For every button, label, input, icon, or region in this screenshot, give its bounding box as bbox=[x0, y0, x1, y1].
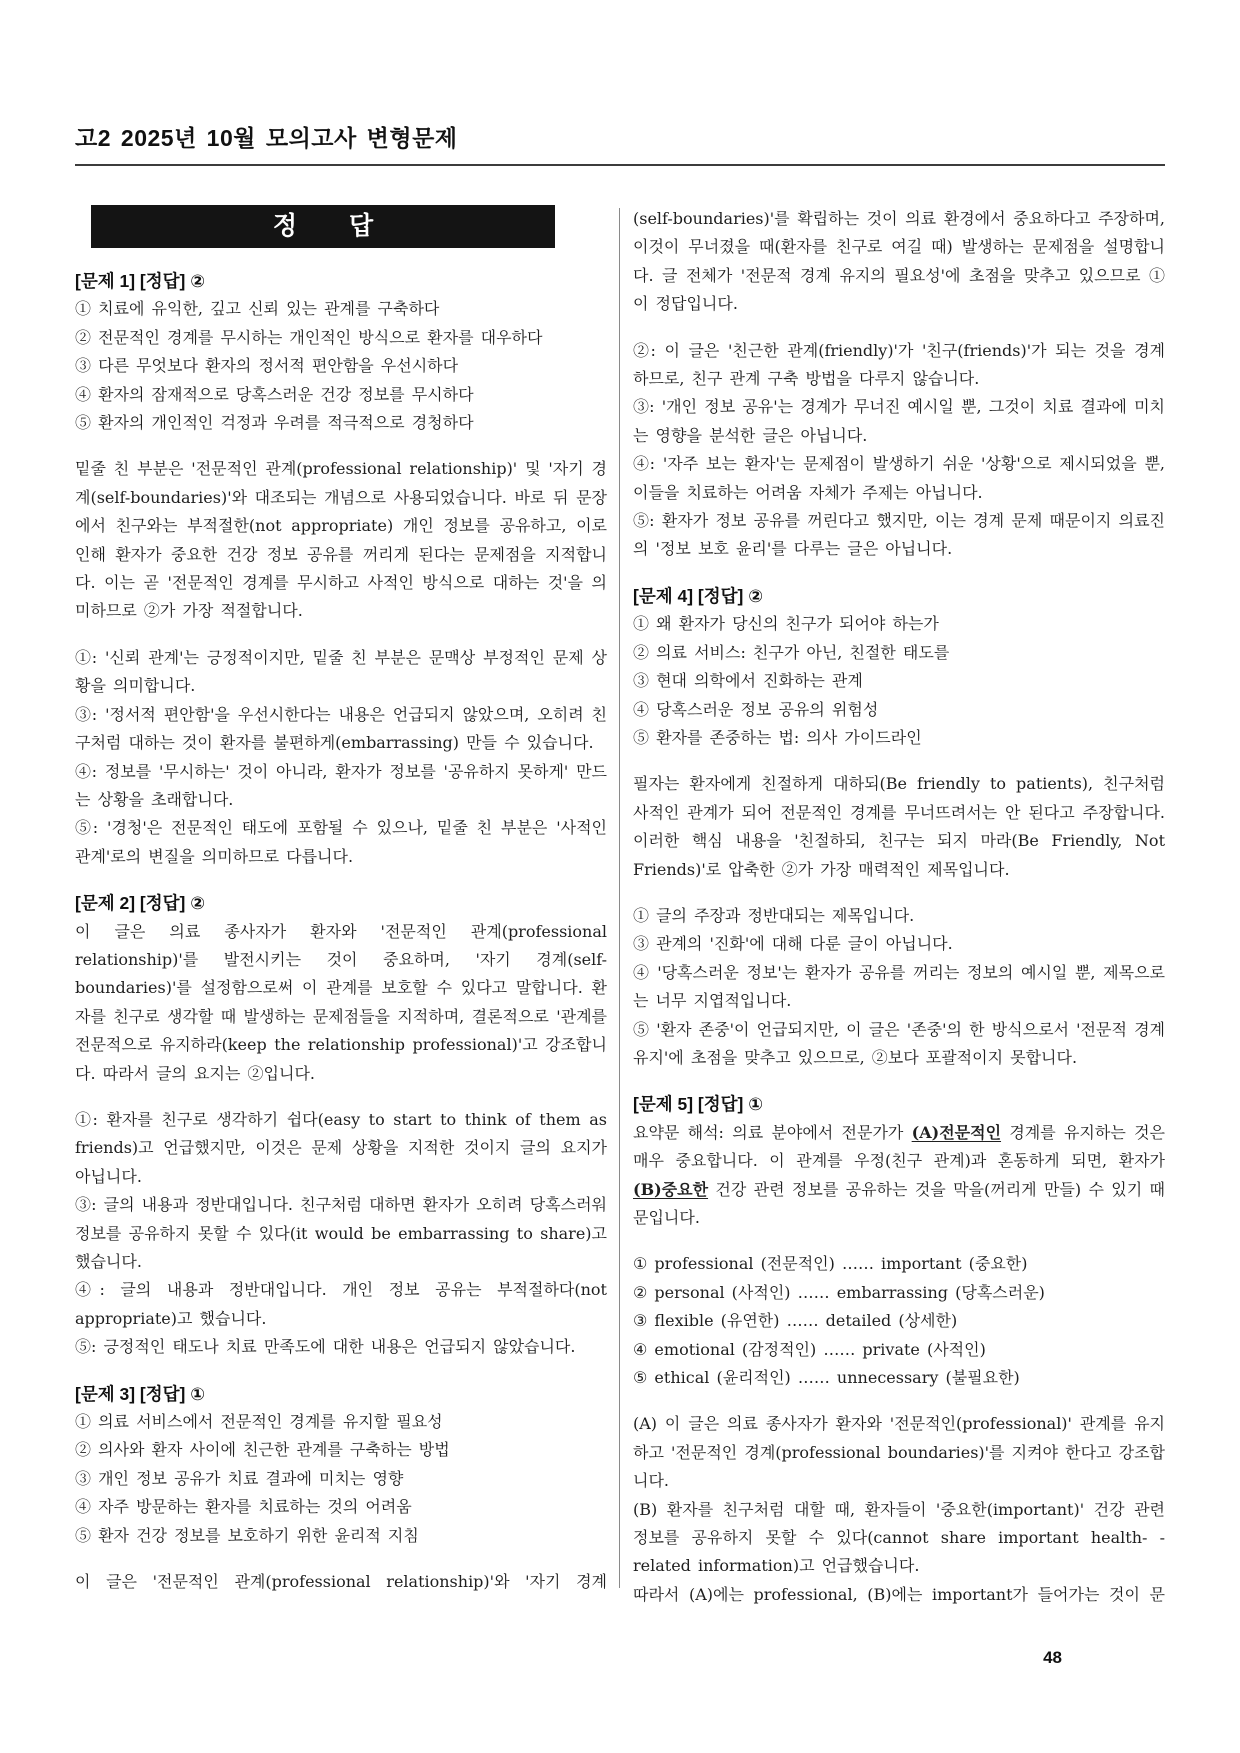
paragraph-gap bbox=[75, 626, 607, 644]
explanation-paragraph: ⑤ '환자 존중'이 언급되지만, 이 글은 '존중'의 한 방식으로서 '전문적 경계 유지'에 초점을 맞추고 있으므로, ②보다 포괄적이지 못합니다. bbox=[633, 1019, 1165, 1067]
paragraph-gap bbox=[633, 1232, 1165, 1250]
paragraph-gap bbox=[633, 884, 1165, 902]
explanation-paragraph: ④: '자주 보는 환자'는 문제점이 발생하기 쉬운 '상황'으로 제시되었을 뿐, 이들을 치료하는 어려움 자체가 주제는 아닙니다. bbox=[633, 454, 1165, 502]
header-rule bbox=[75, 164, 1165, 166]
explanation-paragraph: ③ 관계의 '진화'에 대해 다룬 글이 아닙니다. bbox=[633, 934, 953, 954]
explanation-paragraph: 이 글은 '전문적인 관계(professional relationship)'와 '자기 경계 bbox=[75, 1572, 607, 1592]
answer-banner-right-char: 답 bbox=[349, 212, 374, 241]
right-column-blocks bbox=[633, 205, 1165, 1609]
answer-option: ① professional (전문적인) …… important (중요한) bbox=[633, 1254, 1028, 1274]
paragraph-gap bbox=[633, 319, 1165, 337]
paragraph-gap bbox=[75, 1550, 607, 1568]
explanation-paragraph: ⑤: 긍정적인 태도나 치료 만족도에 대한 내용은 언급되지 않았습니다. bbox=[75, 1337, 576, 1357]
answer-option: ③ 다른 무엇보다 환자의 정서적 편안함을 우선시하다 bbox=[75, 356, 459, 376]
blank-answer-emphasis: (A)전문적인 bbox=[911, 1122, 1002, 1142]
answer-option: ③ flexible (유연한) …… detailed (상세한) bbox=[633, 1311, 958, 1331]
paragraph-gap bbox=[633, 564, 1165, 582]
explanation-paragraph: ③: '개인 정보 공유'는 경계가 무너진 예시일 뿐, 그것이 치료 결과에 미치는 영향을 분석한 글은 아닙니다. bbox=[633, 397, 1165, 445]
answer-option: ⑤ ethical (윤리적인) …… unnecessary (불필요한) bbox=[633, 1368, 1020, 1388]
answer-option: ③ 개인 정보 공유가 치료 결과에 미치는 영향 bbox=[75, 1468, 404, 1488]
paragraph-gap bbox=[75, 1362, 607, 1380]
answer-option: ④ emotional (감정적인) …… private (사적인) bbox=[633, 1339, 986, 1359]
explanation-paragraph: (A) 이 글은 의료 종사자가 환자와 '전문적인(professional)' 관계를 유지하고 '전문적인 경계(professional boundaries)'를 지켜야 한다고 강조합니다. bbox=[633, 1414, 1165, 1491]
explanation-paragraph: ⑤: 환자가 정보 공유를 꺼린다고 했지만, 이는 경계 문제 때문이지 의료진의 '정보 보호 윤리'를 다루는 글은 아닙니다. bbox=[633, 511, 1165, 559]
explanation-paragraph: ⑤: '경청'은 전문적인 태도에 포함될 수 있으나, 밑줄 친 부분은 '사적인 관계'로의 변질을 의미하므로 다릅니다. bbox=[75, 818, 607, 866]
explanation-paragraph: ①: 환자를 친구로 생각하기 쉽다(easy to start to think of them as friends)고 언급했지만, 이것은 문제 상황을 지적한 것이지 글의 요지가 아닙니다. bbox=[75, 1109, 607, 1186]
summary-text: 경계를 유지하는 것은 매우 중요합니다. 이 관계를 우정(친구 관계)과 혼동하게 되면, 환자가 bbox=[633, 1122, 1165, 1171]
answer-banner-left-char: 정 bbox=[272, 212, 297, 241]
answer-option: ⑤ 환자의 개인적인 걱정과 우려를 적극적으로 경청하다 bbox=[75, 413, 474, 433]
explanation-paragraph: 필자는 환자에게 친절하게 대하되(Be friendly to patients), 친구처럼 사적인 관계가 되어 전문적인 경계를 무너뜨려서는 안 된다고 주장합니다. 이러한 핵심 내용을 '친절하되, 친구는 되지 마라(Be Friendly, Not Friends)'로 압축한 ②가 가장 매력적인 제목입니다. bbox=[633, 774, 1165, 879]
answer-option: ④ 환자의 잠재적으로 당혹스러운 건강 정보를 무시하다 bbox=[75, 384, 474, 404]
explanation-paragraph: 따라서 (A)에는 professional, (B)에는 important가 들어가는 것이 문 bbox=[633, 1584, 1165, 1604]
paragraph-gap bbox=[75, 1088, 607, 1106]
answer-option: ② 의료 서비스: 친구가 아닌, 친절한 태도를 bbox=[633, 642, 950, 662]
explanation-paragraph: ① 글의 주장과 정반대되는 제목입니다. bbox=[633, 905, 915, 925]
page-number: 48 bbox=[1043, 1648, 1062, 1667]
explanation-paragraph: ④: 정보를 '무시하는' 것이 아니라, 환자가 정보를 '공유하지 못하게' 만드는 상황을 초래합니다. bbox=[75, 761, 607, 809]
explanation-paragraph: ③: '정서적 편안함'을 우선시한다는 내용은 언급되지 않았으며, 오히려 친구처럼 대하는 것이 환자를 불편하게(embarrassing) 만들 수 있습니다. bbox=[75, 704, 607, 753]
paragraph-gap bbox=[75, 871, 607, 889]
problem-heading: [문제 5] [정답] ① bbox=[633, 1094, 764, 1115]
explanation-paragraph: ②: 이 글은 '친근한 관계(friendly)'가 '친구(friends)'가 되는 것을 경계하므로, 친구 관계 구축 방법을 다루지 않습니다. bbox=[633, 340, 1165, 389]
problem-heading: [문제 3] [정답] ① bbox=[75, 1383, 206, 1404]
explanation-paragraph: (self-boundaries)'를 확립하는 것이 의료 환경에서 중요하다고 주장하며, 이것이 무너졌을 때(환자를 친구로 여길 때) 발생하는 문제점을 설명합니다. 글 전체가 '전문적 경계 유지의 필요성'에 초점을 맞추고 있으므로 ①이 정답입니다. bbox=[633, 209, 1165, 314]
column-divider bbox=[619, 208, 620, 1588]
paragraph-gap bbox=[633, 1072, 1165, 1090]
answer-option: ⑤ 환자를 존중하는 법: 의사 가이드라인 bbox=[633, 727, 922, 747]
blank-answer-emphasis: (B)중요한 bbox=[633, 1179, 709, 1199]
answer-banner bbox=[91, 205, 555, 248]
left-column bbox=[75, 205, 607, 1596]
explanation-paragraph: ①: '신뢰 관계'는 긍정적이지만, 밑줄 친 부분은 문맥상 부정적인 문제 상황을 의미합니다. bbox=[75, 647, 607, 696]
summary-paragraph bbox=[633, 1119, 1165, 1233]
answer-option: ① 의료 서비스에서 전문적인 경계를 유지할 필요성 bbox=[75, 1412, 443, 1432]
right-column bbox=[633, 205, 1165, 1609]
paragraph-gap bbox=[633, 752, 1165, 770]
summary-text: 요약문 해석: 의료 분야에서 전문가가 bbox=[633, 1122, 912, 1142]
explanation-paragraph: (B) 환자를 친구처럼 대할 때, 환자들이 '중요한(important)' 건강 관련 정보를 공유하지 못할 수 있다(cannot share important health- - related information)고 언급했습니다. bbox=[633, 1499, 1165, 1576]
answer-option: ② 전문적인 경계를 무시하는 개인적인 방식으로 환자를 대우하다 bbox=[75, 327, 543, 347]
answer-option: ③ 현대 의학에서 진화하는 관계 bbox=[633, 671, 863, 691]
answer-option: ① 왜 환자가 당신의 친구가 되어야 하는가 bbox=[633, 614, 939, 634]
answer-option: ④ 자주 방문하는 환자를 치료하는 것의 어려움 bbox=[75, 1497, 412, 1517]
answer-option: ⑤ 환자 건강 정보를 보호하기 위한 윤리적 지침 bbox=[75, 1525, 419, 1545]
answer-option: ① 치료에 유익한, 깊고 신뢰 있는 관계를 구축하다 bbox=[75, 299, 440, 319]
explanation-paragraph: ③: 글의 내용과 정반대입니다. 친구처럼 대하면 환자가 오히려 당혹스러워 정보를 공유하지 못할 수 있다(it would be embarrassing to share)고 했습니다. bbox=[75, 1195, 607, 1271]
paragraph-gap bbox=[633, 1392, 1165, 1410]
problem-heading: [문제 2] [정답] ② bbox=[75, 893, 206, 914]
explanation-paragraph: 밑줄 친 부분은 '전문적인 관계(professional relationship)' 및 '자기 경계(self-boundaries)'와 대조되는 개념으로 사용되었습니다. 바로 뒤 문장에서 친구와는 부적절한(not appropriate) 개인 정보를 공유하고, 이로 인해 환자가 중요한 건강 정보 공유를 꺼리게 된다는 문제점을 지적합니다. 이는 곧 '전문적인 경계를 무시하고 사적인 방식으로 대하는 것'을 의미하므로 ②가 가장 적절합니다. bbox=[75, 459, 607, 621]
problem-heading: [문제 4] [정답] ② bbox=[633, 585, 764, 606]
answer-option: ② personal (사적인) …… embarrassing (당혹스러운) bbox=[633, 1282, 1045, 1302]
paragraph-gap bbox=[75, 437, 607, 455]
explanation-paragraph: 이 글은 의료 종사자가 환자와 '전문적인 관계(professional relationship)'를 발전시키는 것이 중요하며, '자기 경계(self-boundaries)'를 설정함으로써 이 관계를 보호할 수 있다고 말합니다. 환자를 친구로 생각할 때 발생하는 문제점들을 지적하며, 결론적으로 '관계를 전문적으로 유지하라(keep the relationship professional)'고 강조합니다. 따라서 글의 요지는 ②입니다. bbox=[75, 921, 607, 1083]
answer-option: ② 의사와 환자 사이에 친근한 관계를 구축하는 방법 bbox=[75, 1440, 450, 1460]
left-column-blocks bbox=[75, 267, 607, 1596]
document-title: 고2 2025년 10월 모의고사 변형문제 bbox=[75, 125, 458, 151]
summary-text: 건강 관련 정보를 공유하는 것을 막을(꺼리게 만들) 수 있기 때문입니다. bbox=[633, 1179, 1165, 1227]
problem-heading: [문제 1] [정답] ② bbox=[75, 271, 206, 291]
explanation-paragraph: ④: 글의 내용과 정반대입니다. 개인 정보 공유는 부적절하다(not appropriate)고 했습니다. bbox=[75, 1280, 607, 1328]
answer-option: ④ 당혹스러운 정보 공유의 위험성 bbox=[633, 699, 879, 719]
explanation-paragraph: ④ '당혹스러운 정보'는 환자가 공유를 꺼리는 정보의 예시일 뿐, 제목으로는 너무 지엽적입니다. bbox=[633, 962, 1165, 1011]
